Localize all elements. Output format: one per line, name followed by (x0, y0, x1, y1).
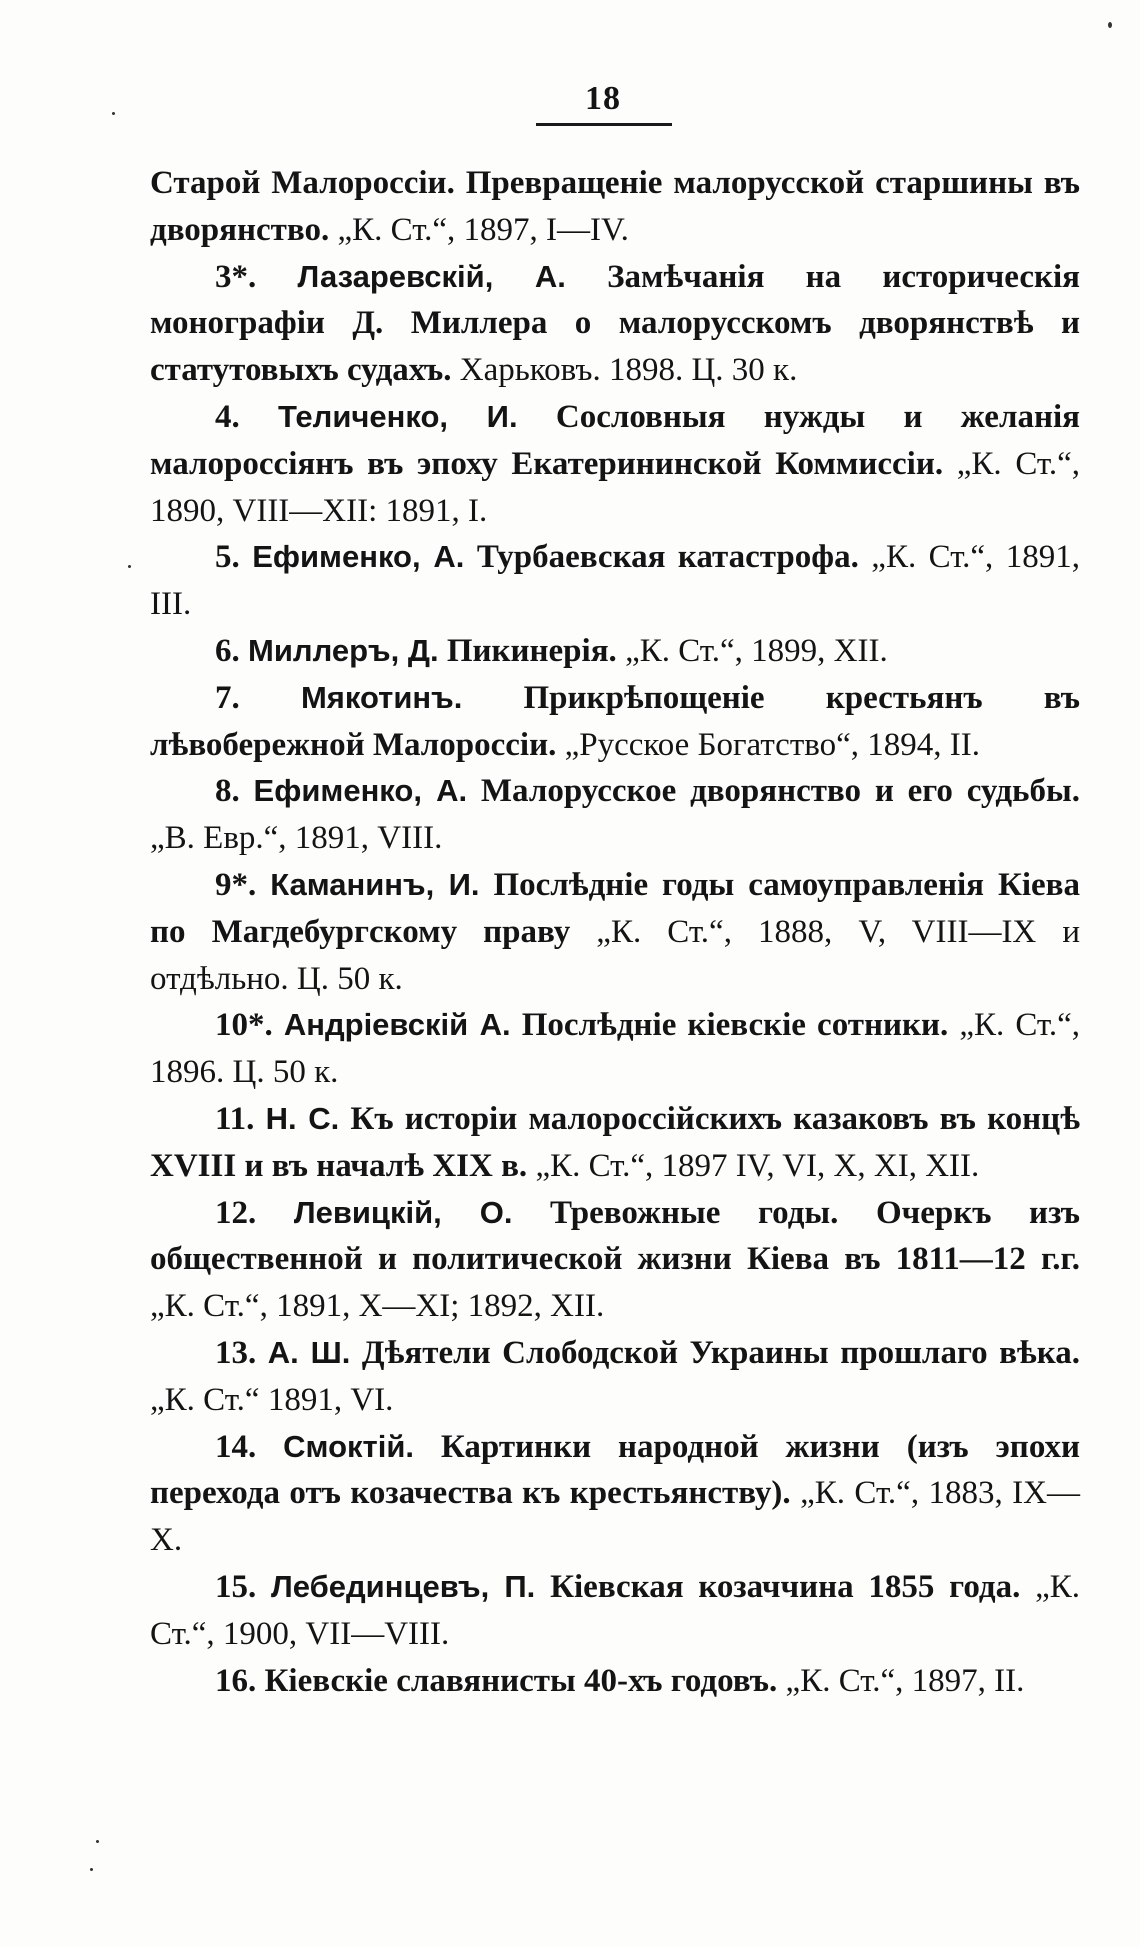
bibliography-entry (150, 1658, 1080, 1705)
bibliography-entry (150, 1096, 1080, 1190)
entry-number: 13. (215, 1334, 257, 1371)
entry-number: 5. (215, 539, 240, 576)
bibliography-entry (150, 534, 1080, 628)
entry-number: 8. (215, 773, 240, 810)
entry-number: 7. (215, 679, 240, 716)
page-number-rule (536, 123, 672, 126)
bibliography-entry (150, 1330, 1080, 1424)
entry-title: Прикрѣпощеніе крестьянъ въ лѣвобережной Малороссіи. (150, 679, 1081, 763)
bibliography-entry (150, 1424, 1080, 1564)
bibliography-entry (150, 675, 1080, 769)
entry-author: Лазаревскій, А. (297, 258, 566, 294)
entry-citation: „К. Ст.“, 1883, IX—X. (150, 1475, 1080, 1559)
page-number: 18 (585, 80, 621, 117)
entry-author: Н. С. (265, 1100, 340, 1136)
scan-speck (96, 1840, 99, 1843)
entry-title: Пикинерія. (446, 632, 617, 669)
entry-title: Послѣдніе кіевскіе сотники. (521, 1007, 949, 1044)
bibliography-entry (150, 628, 1080, 675)
entry-author: Андріевскій А. (283, 1007, 511, 1043)
entry-title: Замѣчанія на историческія монографіи Д. Миллера о малорусскомъ дворянствѣ и статутовыхъ судахъ. (150, 258, 1081, 389)
entry-citation: Харьковъ. 1898. Ц. 30 к. (451, 352, 798, 389)
entry-author: Миллеръ, Д. (248, 632, 439, 668)
bibliography-entry (150, 862, 1080, 1002)
entry-title: Сословныя нужды и желанія малороссіянъ въ эпоху Екатерининской Коммиссіи. (150, 398, 1080, 482)
entry-citation: „К. Ст.“, 1890, VIII—XII: 1891, I. (150, 445, 1080, 529)
entry-number: 6. (215, 632, 240, 669)
entry-citation: „В. Евр.“, 1891, VIII. (150, 820, 443, 857)
entry-title: Старой Малороссіи. Превращеніе малорусской старшины въ дворянство. (150, 165, 1080, 248)
entry-author: Ефименко, А. (252, 539, 465, 575)
entry-title: Къ исторіи малороссійскихъ казаковъ въ концѣ XVIII и въ началѣ XIX в. (150, 1100, 1080, 1184)
entry-citation: „К. Ст.“, 1888, V, VIII—IX и отдѣльно. Ц. 50 к. (150, 913, 1080, 997)
scan-speck (128, 565, 131, 568)
entry-number: 9*. (215, 866, 257, 903)
entry-author: Ефименко, А. (253, 773, 468, 809)
entry-citation: „К. Ст.“, 1897 IV, VI, X, XI, XII. (527, 1147, 980, 1184)
entry-title: Дѣятели Слободской Украины прошлаго вѣка. (361, 1334, 1080, 1371)
entry-author: Лебединцевъ, П. (271, 1568, 536, 1604)
entry-citation: „К. Ст.“, 1897, I—IV. (329, 211, 629, 248)
entry-number: 3*. (215, 258, 257, 295)
entry-citation: „К. Ст.“, 1899, XII. (616, 632, 888, 669)
entry-author: Левицкій, О. (293, 1194, 513, 1230)
entry-number: 15. (215, 1568, 257, 1605)
entry-author: Смоктій. (283, 1428, 414, 1464)
scan-speck (90, 1868, 93, 1871)
entry-title: Тревожные годы. Очеркъ изъ общественной и политической жизни Кіева въ 1811—12 г.г. (150, 1194, 1081, 1278)
bibliography-entry (150, 1564, 1080, 1658)
bibliography-entry (150, 394, 1080, 534)
entry-number: 16. (215, 1662, 257, 1699)
entry-citation: „К. Ст.“, 1891, X—XI; 1892, XII. (150, 1288, 605, 1325)
entry-author: Теличенко, И. (278, 398, 518, 434)
entry-citation: „К. Ст.“, 1897, II. (777, 1662, 1025, 1699)
entry-number: 10*. (215, 1007, 273, 1044)
entry-title: Кіевская козаччина 1855 года. (550, 1568, 1021, 1605)
entry-title: Картинки народной жизни (изъ эпохи перехода отъ козачества къ крестьянству). (150, 1428, 1081, 1512)
bibliography-entry (150, 768, 1080, 862)
bibliography-entry (150, 254, 1080, 394)
bibliography-entry (150, 1190, 1080, 1330)
entry-citation: „К. Ст.“, 1891, III. (150, 539, 1080, 623)
entry-author: Мякотинъ. (300, 679, 463, 715)
bibliography-list (150, 160, 1080, 1704)
entry-citation: „К. Ст.“, 1900, VII—VIII. (150, 1568, 1081, 1652)
bibliography-entry (150, 1002, 1080, 1096)
entry-author: Каманинъ, И. (270, 866, 480, 902)
scan-speck (112, 112, 115, 115)
entry-title: Послѣдніе годы самоуправленія Кіева по Магдебургскому праву (150, 866, 1081, 950)
entry-title: Малорусское дворянство и его судьбы. (480, 773, 1081, 810)
entry-citation: „Русское Богатство“, 1894, II. (556, 726, 980, 763)
entry-number: 11. (215, 1100, 255, 1137)
entry-number: 12. (215, 1194, 257, 1231)
entry-number: 4. (215, 398, 240, 435)
scan-speck (1108, 22, 1112, 28)
entry-title: Турбаевская катастрофа. (476, 539, 859, 576)
continuation-entry (150, 160, 1080, 254)
entry-title: Кіевскіе славянисты 40-хъ годовъ. (264, 1662, 778, 1699)
entry-citation: „К. Ст.“ 1891, VI. (150, 1381, 394, 1418)
entry-author: А. Ш. (267, 1334, 351, 1370)
entry-number: 14. (215, 1428, 257, 1465)
entry-citation: „К. Ст.“, 1896. Ц. 50 к. (150, 1007, 1081, 1091)
